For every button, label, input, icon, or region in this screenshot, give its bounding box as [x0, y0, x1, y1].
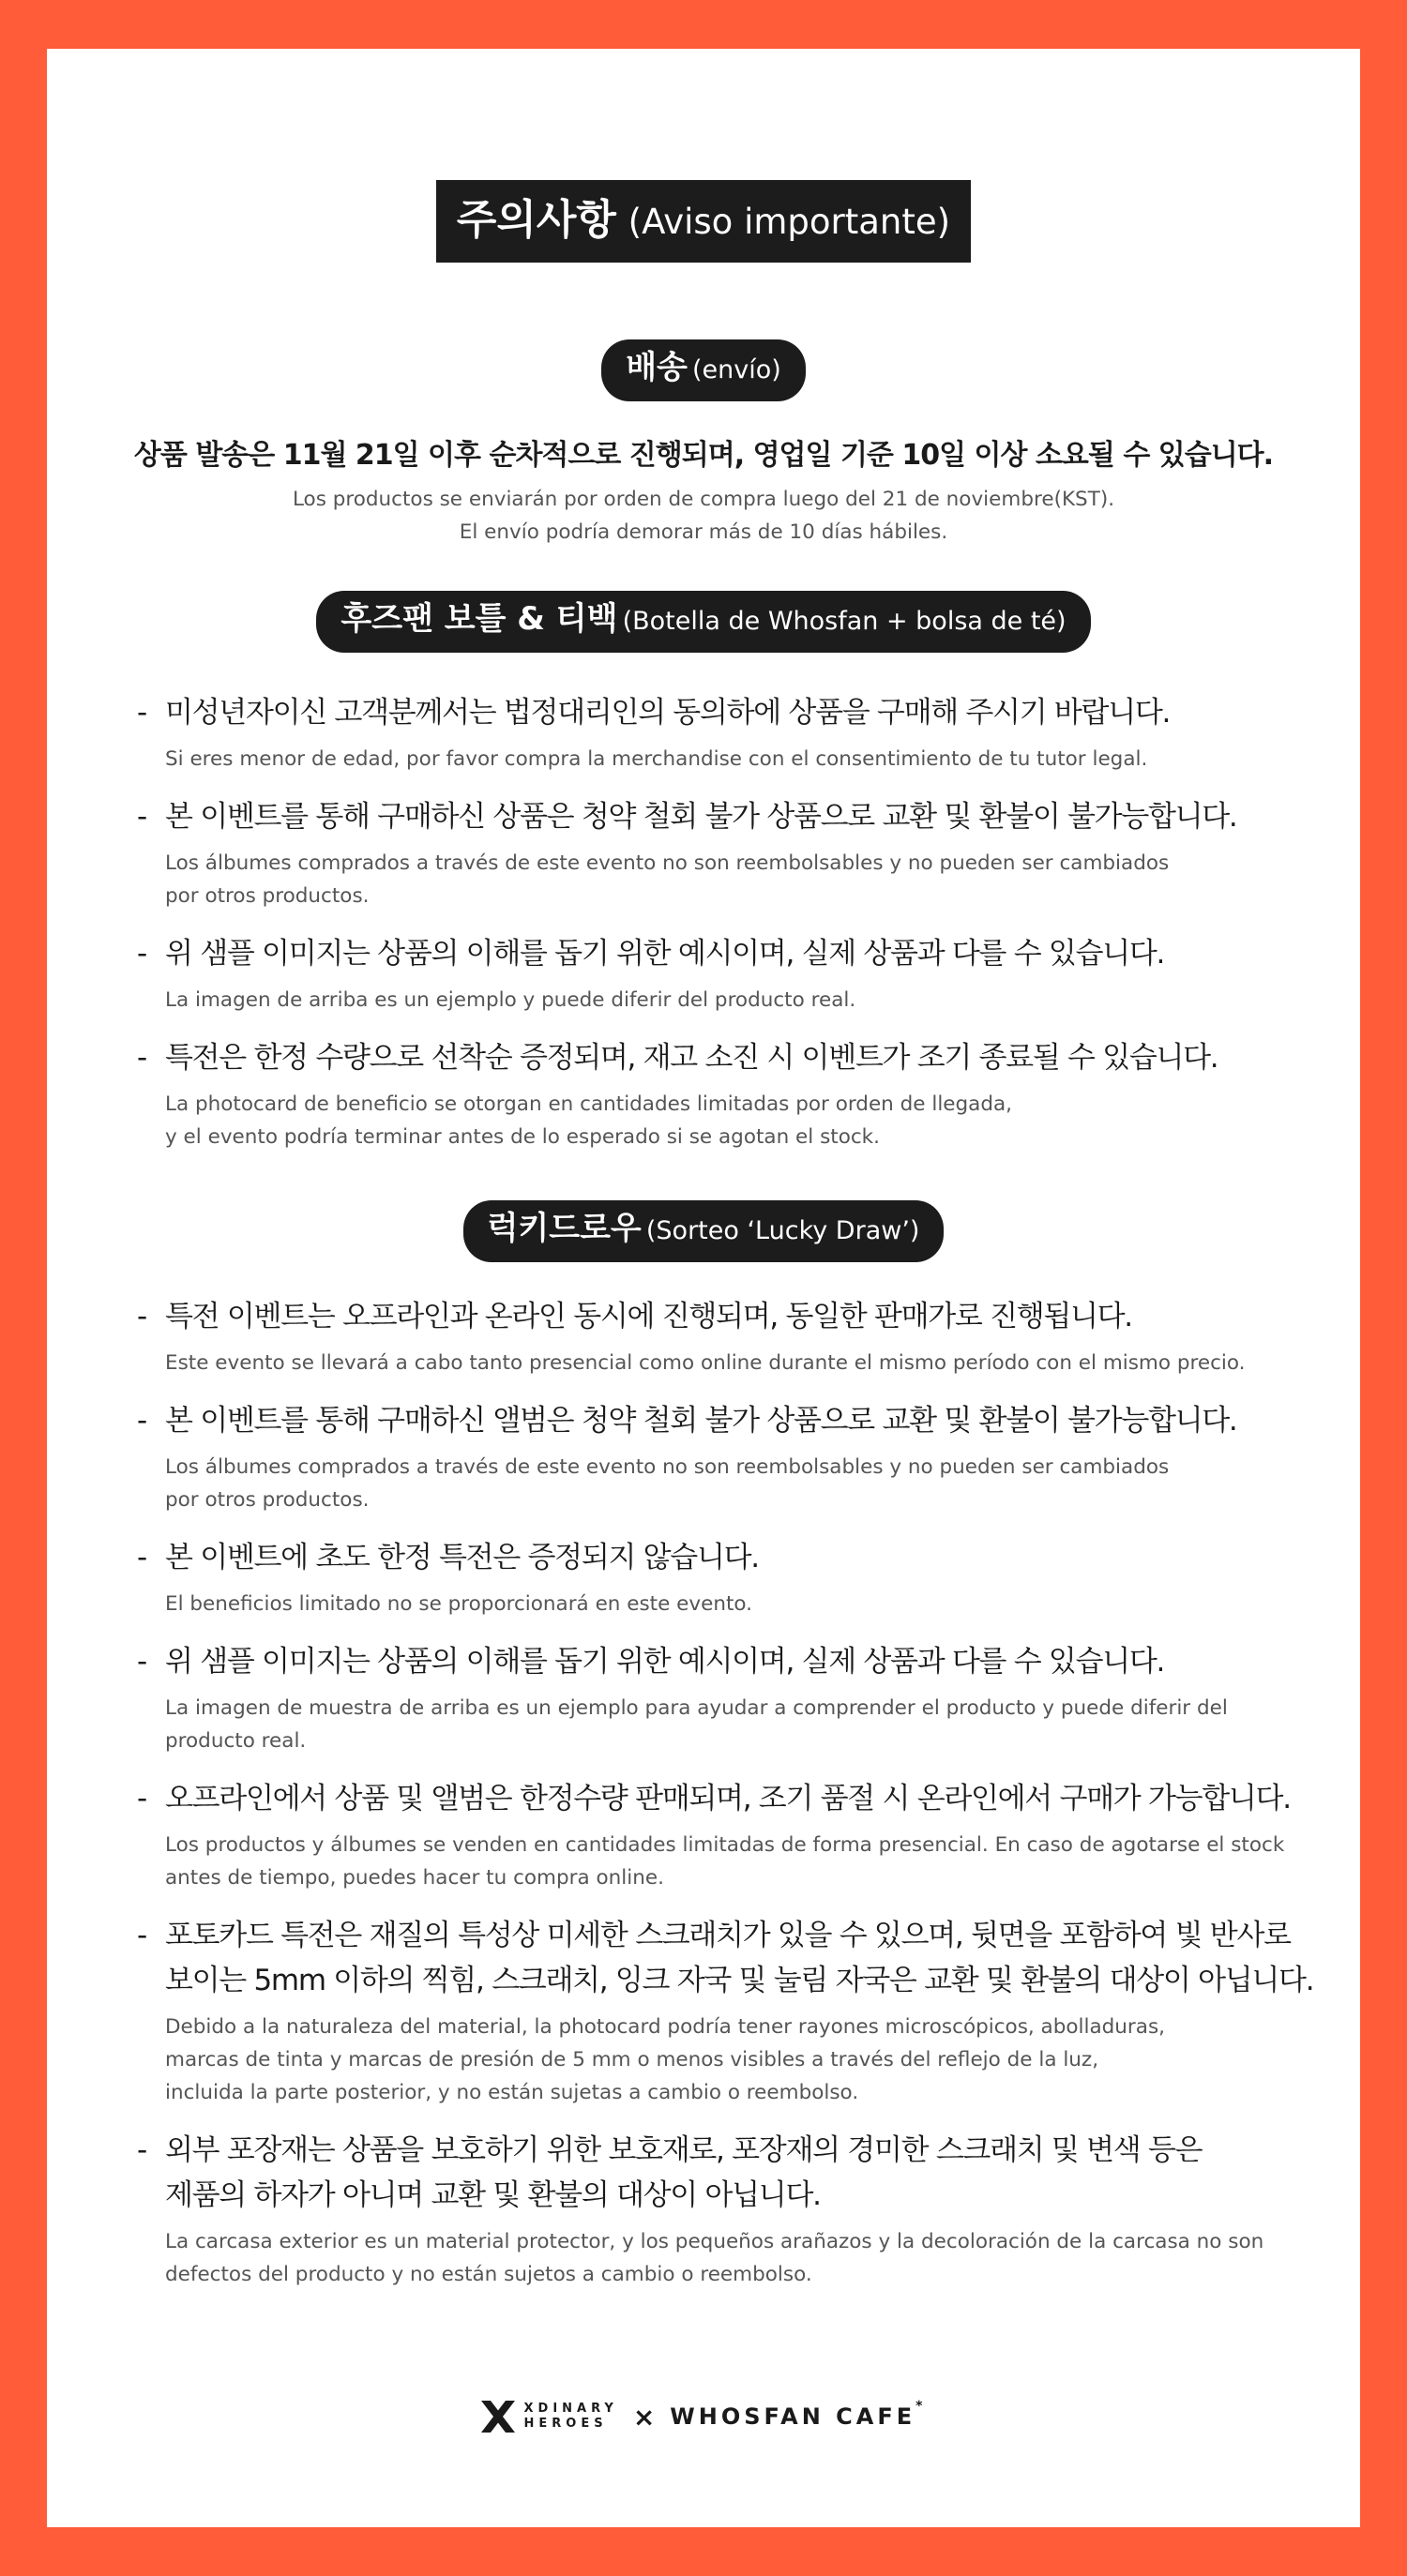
item-ko-line: 본 이벤트를 통해 구매하신 상품은 청약 철회 불가 상품으로 교환 및 환불이 불가능합니다. [165, 800, 1237, 834]
title-wrap [47, 180, 1360, 263]
xdinary-heroes-logo [481, 2401, 618, 2433]
bullet-dash: - [137, 1645, 148, 1679]
item-ko [165, 794, 1309, 839]
item-ko [165, 1294, 1309, 1339]
whosfan-cafe-logo [670, 2399, 927, 2430]
bullet-dash: - [137, 1541, 148, 1574]
list-item [137, 1913, 1314, 2109]
item-es [165, 984, 1309, 1017]
item-es-line: El beneficios limitado no se proporcionará en este evento. [165, 1592, 753, 1616]
bullet-dash: - [137, 1041, 148, 1075]
list-item [137, 1294, 1309, 1379]
item-es-line: por otros productos. [165, 884, 370, 908]
shipping-pill-ko: 배송 [626, 349, 688, 386]
item-ko-line: 보이는 5mm 이하의 찍힘, 스크래치, 잉크 자국 및 눌림 자국은 교환 및 환불의 대상이 아닙니다. [165, 1964, 1314, 1997]
bottle-pill-ko: 후즈팬 보틀 & 티백 [340, 600, 618, 638]
list-item [137, 1035, 1309, 1153]
item-ko-line: 본 이벤트를 통해 구매하신 앨범은 청약 철회 불가 상품으로 교환 및 환불이 불가능합니다. [165, 1404, 1237, 1438]
page-title-es: (Aviso importante) [628, 202, 951, 242]
item-es-line: La photocard de beneficio se otorgan en cantidades limitadas por orden de llegada, [165, 1092, 1013, 1116]
item-es-line: La imagen de arriba es un ejemplo y puede diferir del producto real. [165, 988, 856, 1012]
shipping-header [47, 339, 1360, 401]
item-es [165, 1451, 1309, 1516]
item-ko [165, 1639, 1309, 1684]
item-es-line: defectos del producto y no están sujetos a cambio o reembolso. [165, 2263, 812, 2286]
item-ko-line: 오프라인에서 상품 및 앨범은 한정수량 판매되며, 조기 품절 시 온라인에서 구매가 가능합니다. [165, 1782, 1291, 1815]
list-item [137, 931, 1309, 1017]
bottle-header [47, 591, 1360, 653]
list-item [137, 2128, 1309, 2291]
item-ko [165, 1035, 1309, 1080]
lucky-pill-ko: 럭키드로우 [487, 1210, 642, 1247]
bottle-items [137, 690, 1309, 1153]
item-es [165, 1088, 1309, 1153]
item-es-line: La carcasa exterior es un material protector, y los pequeños arañazos y la decoloración de la carcasa no son [165, 2230, 1264, 2253]
bullet-dash: - [137, 1782, 148, 1815]
item-ko [165, 1913, 1314, 2003]
item-ko [165, 1776, 1309, 1821]
whosfan-star: * [915, 2399, 927, 2414]
shipping-pill-es: (envío) [692, 355, 781, 384]
item-ko-line: 위 샘플 이미지는 상품의 이해를 돕기 위한 예시이며, 실제 상품과 다를 수 있습니다. [165, 1645, 1165, 1679]
item-ko [165, 2128, 1309, 2218]
item-es-line: marcas de tinta y marcas de presión de 5 mm o menos visibles a través del reflejo de la luz, [165, 2048, 1099, 2071]
shipping-sub-line: El envío podría demorar más de 10 días hábiles. [459, 520, 948, 544]
item-ko-line: 미성년자이신 고객분께서는 법정대리인의 동의하에 상품을 구매해 주시기 바랍니다. [165, 696, 1171, 730]
xd-line: XDINARY [523, 2402, 618, 2416]
bullet-dash: - [137, 937, 148, 971]
page-title-ko: 주의사항 [456, 196, 616, 244]
bullet-dash: - [137, 696, 148, 730]
list-item [137, 1639, 1309, 1757]
shipping-main-text: 상품 발송은 11월 21일 이후 순차적으로 진행되며, 영업일 기준 10일 이상 소요될 수 있습니다. [133, 439, 1274, 472]
lucky-pill [463, 1200, 945, 1262]
list-item [137, 690, 1309, 776]
item-ko-line: 제품의 하자가 아니며 교환 및 환불의 대상이 아닙니다. [165, 2178, 821, 2212]
item-es [165, 847, 1309, 912]
item-ko-line: 본 이벤트에 초도 한정 특전은 증정되지 않습니다. [165, 1541, 759, 1574]
bullet-dash: - [137, 1404, 148, 1438]
item-es-line: antes de tiempo, puedes hacer tu compra online. [165, 1866, 664, 1890]
xdinary-heroes-text [524, 2402, 618, 2432]
item-es-line: Si eres menor de edad, por favor compra la merchandise con el consentimiento de tu tutor legal. [165, 747, 1148, 771]
list-item [137, 1776, 1309, 1894]
whosfan-text: WHOSFAN CAFE [670, 2403, 916, 2430]
bullet-dash: - [137, 2133, 148, 2167]
item-ko [165, 931, 1309, 976]
item-es-line: incluida la parte posterior, y no están sujetas a cambio o reembolso. [165, 2081, 859, 2104]
page-title [436, 180, 971, 263]
item-ko [165, 1535, 1309, 1580]
footer-logos [47, 2401, 1360, 2433]
bullet-dash: - [137, 800, 148, 834]
item-es-line: y el evento podría terminar antes de lo esperado si se agotan el stock. [165, 1125, 880, 1149]
item-es-line: Este evento se llevará a cabo tanto presencial como online durante el mismo período con el mismo precio. [165, 1351, 1246, 1375]
item-es [165, 1692, 1309, 1757]
bullet-dash: - [137, 1300, 148, 1333]
item-es-line: Los álbumes comprados a través de este evento no son reembolsables y no pueden ser cambiados [165, 851, 1170, 875]
item-es [165, 743, 1309, 776]
item-es-line: Debido a la naturaleza del material, la photocard podría tener rayones microscópicos, abolladuras, [165, 2015, 1165, 2039]
item-es [165, 1588, 1309, 1620]
item-ko [165, 690, 1309, 735]
item-es-line: Los productos y álbumes se venden en cantidades limitadas de forma presencial. En caso de agotarse el stock [165, 1833, 1285, 1857]
shipping-sub-line: Los productos se enviarán por orden de compra luego del 21 de noviembre(KST). [292, 488, 1115, 511]
item-ko-line: 위 샘플 이미지는 상품의 이해를 돕기 위한 예시이며, 실제 상품과 다를 수 있습니다. [165, 937, 1165, 971]
list-item [137, 1398, 1309, 1516]
shipping-pill [601, 339, 806, 401]
item-ko-line: 특전 이벤트는 오프라인과 온라인 동시에 진행되며, 동일한 판매가로 진행됩니다. [165, 1300, 1132, 1333]
list-item [137, 794, 1309, 912]
bottle-pill-es: (Botella de Whosfan + bolsa de té) [622, 607, 1067, 636]
list-item [137, 1535, 1309, 1620]
item-es-line: producto real. [165, 1729, 307, 1753]
item-es [165, 2225, 1309, 2291]
xd-line: HEROES [523, 2417, 608, 2431]
shipping-sub-text [47, 483, 1360, 549]
item-ko-line: 특전은 한정 수량으로 선착순 증정되며, 재고 소진 시 이벤트가 조기 종료될 수 있습니다. [165, 1041, 1218, 1075]
item-es [165, 2011, 1309, 2109]
item-es [165, 1347, 1309, 1379]
item-es-line: Los álbumes comprados a través de este evento no son reembolsables y no pueden ser cambiados [165, 1455, 1170, 1479]
collab-times: × [632, 2401, 656, 2433]
item-es-line: La imagen de muestra de arriba es un ejemplo para ayudar a comprender el producto y puede diferir del [165, 1696, 1228, 1720]
lucky-items [137, 1294, 1314, 2291]
item-ko-line: 포토카드 특전은 재질의 특성상 미세한 스크래치가 있을 수 있으며, 뒷면을 포함하여 빛 반사로 [165, 1919, 1291, 1952]
item-ko-line: 외부 포장재는 상품을 보호하기 위한 보호재로, 포장재의 경미한 스크래치 및 변색 등은 [165, 2133, 1203, 2167]
xdinary-heroes-x-logo-icon [481, 2401, 515, 2433]
bottle-pill [316, 591, 1090, 653]
item-es [165, 1829, 1309, 1894]
item-es-line: por otros productos. [165, 1488, 370, 1512]
lucky-pill-es: (Sorteo ‘Lucky Draw’) [645, 1216, 920, 1245]
item-ko [165, 1398, 1309, 1443]
bullet-dash: - [137, 1919, 148, 1952]
lucky-header [47, 1200, 1360, 1262]
notice-card [47, 49, 1360, 2527]
